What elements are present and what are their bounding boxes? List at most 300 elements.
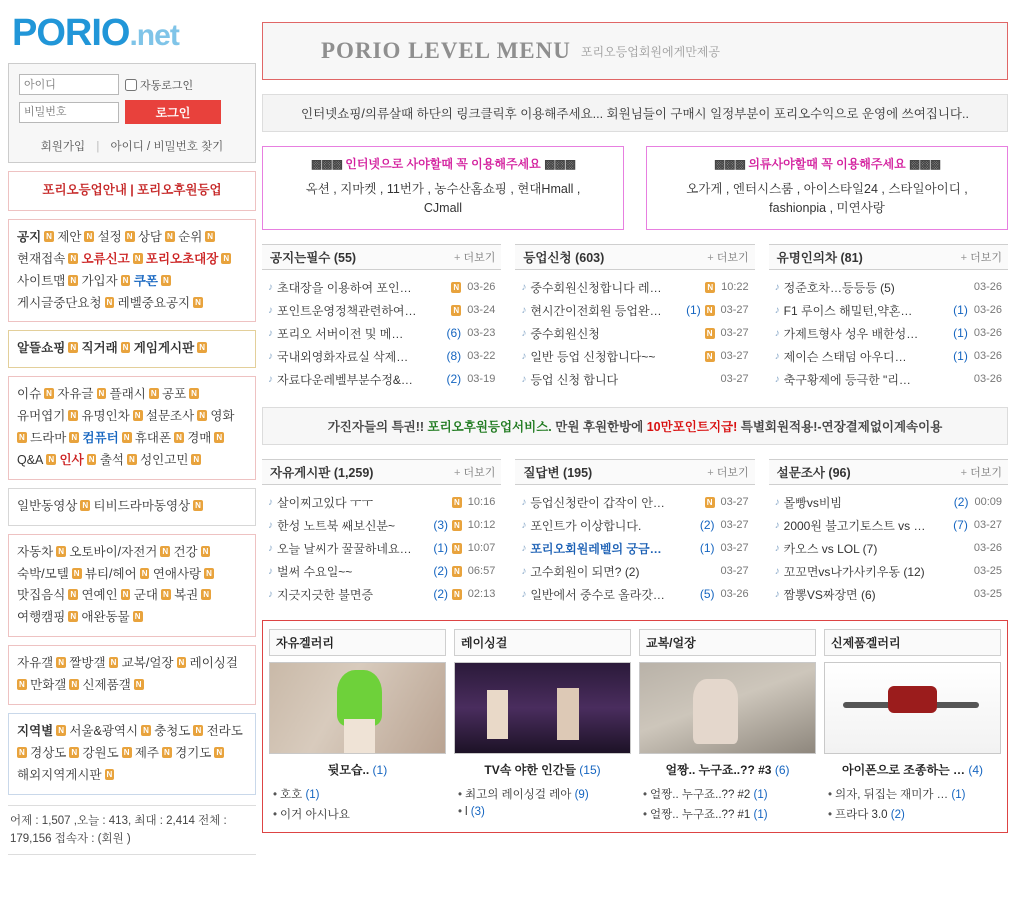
sidebar-link[interactable]: 사이트맵 [17, 273, 66, 288]
sidebar-link[interactable]: 경기도 [175, 745, 212, 760]
sidebar-link[interactable]: 자동차 [17, 544, 54, 559]
sidebar-link[interactable]: 서울&광역시 [69, 723, 139, 738]
gallery-sub-item[interactable] [824, 784, 1001, 804]
comment-count: (2) [433, 564, 449, 579]
sponsor-banner-part1: 가진자들의 특권!! [327, 419, 425, 434]
board-row-date: 03-27 [720, 327, 749, 340]
board-header [515, 459, 754, 485]
board-row[interactable] [517, 514, 752, 537]
bullet-icon: ♪ [774, 519, 780, 531]
bullet-icon: ♪ [521, 350, 527, 362]
board-row-title[interactable]: 정준호차…등등등 (5) [783, 280, 895, 295]
bullet-icon: ♪ [268, 304, 273, 316]
promo-line[interactable]: fashionpia , 미연사랑 [769, 201, 885, 216]
gallery-sub-item[interactable] [824, 804, 1001, 824]
board-more-link[interactable]: + 더보기 [707, 464, 748, 480]
board-header [769, 459, 1008, 485]
bullet-icon: ♪ [774, 565, 780, 577]
board-row-date: 03-26 [973, 373, 1002, 386]
sidebar-link[interactable]: 맛집음식 [17, 588, 66, 603]
board-row[interactable] [771, 491, 1006, 514]
sidebar-link[interactable]: 짤방갤 [69, 656, 106, 671]
gallery-sub-item[interactable] [269, 784, 446, 804]
new-badge-icon: N [706, 497, 713, 507]
board-row[interactable] [264, 276, 499, 299]
board-row[interactable] [517, 345, 752, 368]
new-badge-icon: N [706, 328, 713, 338]
board-row[interactable] [517, 299, 752, 322]
new-badge-icon: N [195, 500, 201, 510]
sidebar-link[interactable]: Q&A [17, 452, 44, 467]
sidebar-link[interactable]: 레이싱걸 [189, 656, 238, 671]
promo-box [646, 146, 1008, 230]
board-row[interactable] [264, 491, 499, 514]
board-row-date: 10:12 [467, 519, 496, 532]
board-row-title[interactable]: 포인트가 이상합니다. [530, 518, 642, 533]
sidebar-link[interactable]: 현재접속 [17, 251, 66, 266]
sidebar-link[interactable]: 경매 [187, 431, 212, 445]
gallery-sub-item[interactable] [454, 804, 631, 820]
gallery-thumbnail[interactable] [454, 662, 631, 754]
board-panel [262, 459, 501, 606]
sidebar-link[interactable]: 레벨중요공지 [117, 295, 191, 310]
new-badge-icon: N [454, 543, 460, 553]
board-more-link[interactable]: + 더보기 [454, 464, 495, 480]
gallery-title[interactable]: 레이싱걸 [454, 629, 631, 656]
gallery-sub-item[interactable] [639, 804, 816, 824]
level-menu-subtitle: 포리오등업회원에게만제공 [580, 44, 720, 59]
board-row-title[interactable]: 지긋지긋한 불면증 [277, 587, 374, 602]
new-badge-icon: N [223, 253, 230, 263]
board-row-title[interactable]: 카오스 vs LOL (7) [783, 541, 878, 556]
sponsor-banner-part2: 포리오후원등업서비스. [427, 419, 552, 434]
board-row[interactable] [517, 368, 752, 391]
promo-links[interactable] [655, 180, 999, 219]
sidebar-link[interactable]: 유명인차 [81, 409, 130, 424]
new-badge-icon: N [453, 282, 460, 292]
gallery-sub-text: 의자, 뒤집는 재미가 … [835, 788, 949, 801]
gallery-caption[interactable] [639, 754, 816, 784]
sidebar-link[interactable]: 직거래 [81, 341, 118, 356]
new-badge-icon: N [199, 411, 205, 421]
new-badge-icon: N [176, 433, 182, 442]
board-row[interactable] [517, 322, 752, 345]
signup-link[interactable]: 회원가입 [40, 141, 86, 153]
find-id-pw-link[interactable]: 아이디 / 비밀번호 찾기 [110, 141, 224, 153]
board-row-date: 06:57 [467, 565, 496, 578]
sidebar-link[interactable]: 제주 [134, 745, 159, 760]
gallery-sub-item[interactable] [639, 784, 816, 804]
new-badge-icon: N [216, 747, 223, 757]
gallery-caption-text: 얼짱.. 누구죠..?? #3 [665, 762, 772, 777]
board-panel [769, 244, 1008, 391]
board-row-date: 03-23 [467, 327, 496, 340]
login-button[interactable] [125, 100, 221, 124]
new-badge-icon: N [141, 568, 148, 578]
board-row-title[interactable]: 살이찌고있다 ㅜㅜ [277, 495, 374, 510]
comment-count: (8) [446, 349, 462, 364]
gallery-row [262, 620, 1008, 833]
sidebar-link[interactable]: 만화갤 [30, 678, 67, 692]
level-guide-left[interactable]: 포리오등업안내 [42, 183, 127, 197]
gallery-caption[interactable] [824, 754, 1001, 784]
bullet-icon: ♪ [268, 350, 273, 362]
board-row-date: 03-19 [467, 373, 496, 386]
gallery-thumbnail[interactable] [269, 662, 446, 754]
new-badge-icon: N [162, 590, 169, 600]
sidebar-link[interactable]: 뷰티/헤어 [84, 566, 137, 581]
site-logo[interactable] [8, 8, 256, 63]
sidebar-link[interactable]: 성인고민 [140, 452, 189, 467]
board-row-title[interactable]: 일반에서 중수로 올라갓… [530, 587, 665, 602]
board-more-link[interactable]: + 더보기 [707, 249, 748, 265]
login-links [19, 129, 245, 154]
board-row[interactable] [771, 276, 1006, 299]
comment-count: (1) [953, 326, 968, 341]
sidebar-link[interactable]: 게임게시판 [133, 341, 195, 356]
board-row-title[interactable]: 현시간이전회원 등업완… [530, 303, 662, 318]
new-badge-icon: N [164, 747, 170, 757]
sidebar-link[interactable]: 일반동영상 [17, 498, 78, 513]
board-row[interactable] [264, 322, 499, 345]
new-badge-icon: N [134, 253, 141, 263]
board-title[interactable]: 질답변 (195) [523, 465, 593, 480]
board-row-title[interactable]: 일반 등업 신청합니다~~ [530, 349, 656, 364]
new-badge-icon: N [70, 411, 77, 421]
visitor-counter: 어제 : 1,507 ,오늘 : 413, 최대 : 2,414 전체 : 179,156 접속자 : (회원 ) [8, 805, 256, 856]
bullet-icon: ♪ [774, 350, 780, 362]
sidebar-link[interactable]: 해외지역게시판 [17, 767, 102, 782]
gallery-sub-text: l [465, 805, 468, 818]
bullet-icon: ♪ [521, 327, 527, 339]
sidebar-link[interactable]: 지역별 [17, 723, 54, 738]
board-title[interactable]: 등업신청 (603) [523, 250, 605, 265]
sidebar-link[interactable]: 자유갤 [17, 656, 54, 671]
logo-sub: .net [129, 19, 179, 52]
sidebar-link[interactable]: 티비드라마동영상 [93, 498, 191, 513]
gallery-caption[interactable] [454, 754, 631, 784]
link-separator: | [96, 141, 100, 153]
gallery-title[interactable]: 교복/얼장 [639, 629, 816, 656]
auto-login-label[interactable] [125, 77, 193, 93]
promo-line[interactable]: 오가게 , 엔터시스룸 , 아이스타일24 , 스타일아이디 , [686, 182, 968, 196]
board-row-title[interactable]: 벌써 수요일~~ [277, 564, 353, 579]
gallery-thumbnail[interactable] [639, 662, 816, 754]
board-row-title[interactable]: 국내외영화자료실 삭제… [277, 349, 409, 364]
board-row-date: 03-27 [720, 519, 749, 532]
new-badge-icon: N [70, 253, 77, 263]
sidebar-link[interactable]: 전라도 [206, 723, 243, 738]
sidebar-link[interactable]: 플래시 [109, 387, 146, 402]
sidebar-link[interactable]: 자유글 [57, 387, 94, 402]
board-row-date: 03-24 [467, 304, 496, 317]
sidebar-link[interactable]: 숙박/모텔 [17, 566, 69, 581]
board-row-date: 03-26 [720, 588, 749, 601]
board-row-title[interactable]: 한성 노트북 쌔보신분~ [277, 518, 396, 533]
sidebar-link[interactable]: 연예인 [81, 588, 118, 603]
new-badge-icon: N [143, 725, 149, 735]
sidebar-link[interactable]: 강원도 [82, 745, 119, 760]
new-badge-icon: N [128, 454, 135, 464]
sidebar-group-3 [8, 488, 256, 526]
board-row-title[interactable]: 짬뽕VS짜장면 (6) [783, 587, 876, 602]
bullet-icon: ♪ [521, 304, 527, 316]
sponsor-banner[interactable] [262, 407, 1008, 445]
promo-links[interactable] [271, 180, 615, 219]
bullet-icon: ♪ [774, 304, 780, 316]
sponsor-banner-part4: 10만포인트지급! [646, 419, 738, 434]
sidebar-link[interactable]: 경상도 [30, 745, 67, 760]
board-title[interactable]: 자유게시판 (1,259) [270, 465, 374, 480]
sidebar-link[interactable]: 설문조사 [145, 409, 195, 424]
new-badge-icon: N [135, 680, 142, 689]
sidebar-link[interactable]: 공포 [162, 387, 187, 402]
gallery-caption-text: TV속 야한 인간들 [484, 762, 576, 777]
gallery-panel [269, 629, 446, 824]
gallery-sub-item[interactable] [454, 784, 631, 804]
board-row[interactable] [771, 583, 1006, 606]
gallery-title[interactable]: 신제품겔러리 [824, 629, 1001, 656]
board-panel [262, 244, 501, 391]
gallery-caption[interactable] [269, 754, 446, 784]
sidebar-group-5 [8, 645, 256, 705]
comment-count: (1) [433, 541, 449, 556]
bullet-icon: ♪ [521, 496, 527, 508]
new-badge-icon: N [122, 343, 129, 353]
new-badge-icon: N [110, 658, 117, 668]
sidebar-link[interactable]: 공지 [17, 229, 42, 244]
board-row-date: 03-27 [720, 542, 749, 555]
promo-title [655, 153, 999, 180]
sidebar-link[interactable]: 애완동물 [81, 610, 130, 625]
bullet-icon: ♪ [268, 588, 273, 600]
main-content [262, 22, 1008, 833]
new-badge-icon: N [82, 500, 89, 510]
board-row-date: 03-27 [720, 350, 749, 363]
board-row[interactable] [264, 514, 499, 537]
board-more-link[interactable]: + 더보기 [961, 249, 1002, 265]
board-list [262, 270, 501, 391]
new-badge-icon: N [206, 568, 212, 578]
new-badge-icon: N [122, 590, 129, 600]
sidebar-link[interactable]: 포리오초대장 [145, 251, 219, 266]
board-row[interactable] [771, 560, 1006, 583]
gallery-sub-text: 이거 아시나요 [280, 808, 350, 821]
sidebar-menu-groups [8, 219, 256, 795]
sidebar-link[interactable]: 오류신고 [81, 251, 130, 266]
board-more-link[interactable]: + 더보기 [454, 249, 495, 265]
sidebar-link[interactable]: 건강 [173, 544, 198, 559]
new-badge-icon: N [167, 231, 173, 241]
board-row[interactable] [517, 560, 752, 583]
sidebar-link[interactable]: 오토바이/자전거 [69, 544, 158, 559]
board-row-date: 03-27 [720, 565, 749, 578]
board-row[interactable] [264, 368, 499, 391]
sidebar-link[interactable]: 게시글중단요청 [17, 295, 102, 310]
sidebar-link[interactable]: 가입자 [81, 273, 118, 288]
board-row-title[interactable]: 축구황제에 등극한 "리… [783, 372, 911, 387]
top-notice-bar: 인터넷쇼핑/의류살때 하단의 링크클릭후 이용해주세요... 회원님들이 구매시 일정부분이 포리오수익으로 운영에 쓰여집니다.. [262, 94, 1008, 132]
board-row-title[interactable]: 포리오회원레벨의 궁금… [530, 541, 662, 556]
sidebar-link[interactable]: 군대 [133, 588, 158, 603]
board-row[interactable] [771, 514, 1006, 537]
sidebar-link[interactable]: 복권 [174, 588, 199, 603]
gallery-sub-count: (1) [302, 788, 320, 801]
comment-count: (1) [953, 303, 968, 318]
sidebar-link[interactable]: 휴대폰 [134, 431, 172, 445]
comment-count: (7) [953, 518, 968, 533]
promo-title [271, 153, 615, 180]
new-badge-icon: N [126, 231, 133, 241]
sidebar-link[interactable]: 충청도 [154, 723, 191, 738]
level-guide-sep: | [130, 183, 134, 197]
sidebar-link[interactable]: 교복/얼장 [121, 656, 174, 671]
new-badge-icon: N [150, 389, 157, 399]
promo-line[interactable]: CJmall [423, 201, 463, 216]
board-row-date: 03-26 [973, 281, 1002, 294]
new-badge-icon: N [88, 454, 95, 464]
board-row[interactable] [264, 299, 499, 322]
board-row-title[interactable]: 고수회원이 되면? (2) [530, 564, 640, 579]
board-row[interactable] [264, 560, 499, 583]
bullet-icon: ♪ [268, 281, 273, 293]
sidebar-link[interactable]: 신제품갤 [82, 678, 131, 692]
comment-count: (5) [699, 587, 715, 602]
sidebar-link[interactable]: 출석 [99, 452, 124, 467]
new-badge-icon: N [454, 589, 460, 599]
board-row-date: 02:13 [467, 588, 496, 601]
board-title[interactable]: 공지는필수 (55) [270, 250, 357, 265]
bullet-icon: ♪ [268, 373, 273, 385]
level-guide-right[interactable]: 포리오후원등업 [137, 183, 222, 197]
board-row-title[interactable]: 포인트운영정책관련하여… [277, 303, 417, 318]
login-pw-row [19, 100, 245, 124]
sidebar-link[interactable]: 순위 [178, 229, 203, 244]
board-row-date: 03-27 [720, 373, 749, 386]
board-more-link[interactable]: + 더보기 [961, 464, 1002, 480]
board-row-title[interactable]: F1 루이스 해밀턴,약혼… [783, 303, 913, 318]
level-menu-banner[interactable] [262, 22, 1008, 80]
board-row[interactable] [264, 537, 499, 560]
gallery-panel [454, 629, 631, 824]
new-badge-icon: N [123, 433, 130, 442]
login-button-label: 로그인 [155, 105, 191, 120]
bullet-icon: ♪ [774, 281, 780, 293]
gallery-caption-text: 뒷모습.. [327, 762, 370, 777]
sidebar-link[interactable]: 알뜰쇼핑 [17, 341, 66, 356]
sidebar-link[interactable]: 영화 [210, 409, 235, 424]
sidebar-link[interactable]: 인사 [59, 452, 84, 467]
board-row[interactable] [517, 491, 752, 514]
promo-mark-icon-2: ▩▩▩ [544, 157, 576, 171]
login-password-input[interactable] [19, 102, 119, 123]
new-badge-icon: N [19, 747, 25, 757]
board-row-date: 03-26 [973, 542, 1002, 555]
board-list [515, 485, 754, 606]
board-row-title[interactable]: 오늘 날씨가 꿀꿀하네요… [277, 541, 412, 556]
bullet-icon: ♪ [521, 542, 527, 554]
sidebar-link[interactable]: 쿠폰 [133, 273, 158, 288]
board-row-date: 00:09 [974, 496, 1002, 509]
new-badge-icon: N [71, 747, 78, 757]
comment-count: (2) [433, 587, 449, 602]
board-row-title[interactable]: 제이슨 스태덤 아우디… [783, 349, 907, 364]
sidebar-link[interactable]: 컴퓨터 [82, 431, 119, 445]
boards-row-2 [262, 459, 1008, 606]
board-row-date: 03-27 [973, 519, 1002, 532]
board-row[interactable] [771, 345, 1006, 368]
promo-row [262, 146, 1008, 230]
new-badge-icon: N [58, 725, 65, 735]
gallery-title[interactable]: 자유겔러리 [269, 629, 446, 656]
sidebar-link[interactable]: 여행캠핑 [17, 610, 66, 625]
new-badge-icon: N [48, 454, 55, 464]
board-list [769, 485, 1008, 606]
board-row[interactable] [771, 299, 1006, 322]
board-row-title[interactable]: 중수회원신청합니다 레… [530, 280, 662, 295]
gallery-sub-count: (1) [750, 808, 768, 821]
board-row-date: 03-26 [973, 304, 1002, 317]
sidebar-link[interactable]: 설정 [97, 229, 122, 244]
auto-login-checkbox[interactable] [125, 79, 137, 91]
gallery-thumbnail[interactable] [824, 662, 1001, 754]
gallery-sub-item[interactable] [269, 804, 446, 824]
sidebar-link[interactable]: 제안 [57, 229, 82, 244]
board-row-title[interactable]: 등업신청란이 갑작이 안… [530, 495, 665, 510]
board-row-title[interactable]: 중수회원신청 [530, 326, 600, 341]
gallery-caption-text: 아이폰으로 조종하는 … [842, 762, 965, 777]
board-row[interactable] [264, 345, 499, 368]
board-row[interactable] [771, 322, 1006, 345]
new-badge-icon: N [73, 568, 80, 578]
login-id-input[interactable] [19, 74, 119, 95]
new-badge-icon: N [46, 389, 52, 399]
comment-count: (1) [953, 349, 968, 364]
promo-line[interactable]: 옥션 , 지마켓 , 11번가 , 농수산홈쇼핑 , 현대Hmall , [305, 182, 581, 196]
new-badge-icon: N [106, 297, 113, 307]
board-row-title[interactable]: 2000원 불고기토스트 vs … [783, 518, 926, 533]
board-row[interactable] [771, 368, 1006, 391]
board-row[interactable] [264, 583, 499, 606]
sidebar-link[interactable]: 드라마 [30, 431, 67, 445]
sidebar-group-0 [8, 219, 256, 323]
board-row-title[interactable]: 포리오 서버이전 및 메… [277, 326, 404, 341]
sidebar-link[interactable]: 연애사랑 [152, 566, 202, 581]
board-row-title[interactable]: 몰빵vs비빔 [783, 495, 843, 510]
comment-count: (3) [433, 518, 449, 533]
new-badge-icon: N [86, 231, 93, 241]
board-row-title[interactable]: 꼬꼬면vs나가사키우동 (12) [783, 564, 925, 579]
board-row[interactable] [517, 537, 752, 560]
board-row[interactable] [771, 537, 1006, 560]
board-row-title[interactable]: 가제트형사 성우 배한성… [783, 326, 919, 341]
board-row-title[interactable]: 자료다운레벨부분수정&… [277, 372, 413, 387]
new-badge-icon: N [203, 590, 210, 600]
board-row-title[interactable]: 초대장을 이용하여 포인… [277, 280, 412, 295]
board-row-title[interactable]: 등업 신청 합니다 [530, 372, 619, 387]
board-row[interactable] [517, 583, 752, 606]
sidebar-link[interactable]: 상담 [137, 229, 162, 244]
promo-mark-icon-2: ▩▩▩ [909, 157, 941, 171]
comment-count: (2) [699, 518, 715, 533]
bullet-icon: ♪ [774, 542, 780, 554]
board-row[interactable] [517, 276, 752, 299]
bullet-icon: ♪ [268, 565, 273, 577]
board-title[interactable]: 설문조사 (96) [776, 465, 851, 480]
board-title[interactable]: 유명인의차 (81) [776, 250, 863, 265]
sidebar-link[interactable]: 유머엽기 [17, 409, 66, 424]
sidebar-link[interactable]: 이슈 [17, 387, 42, 402]
